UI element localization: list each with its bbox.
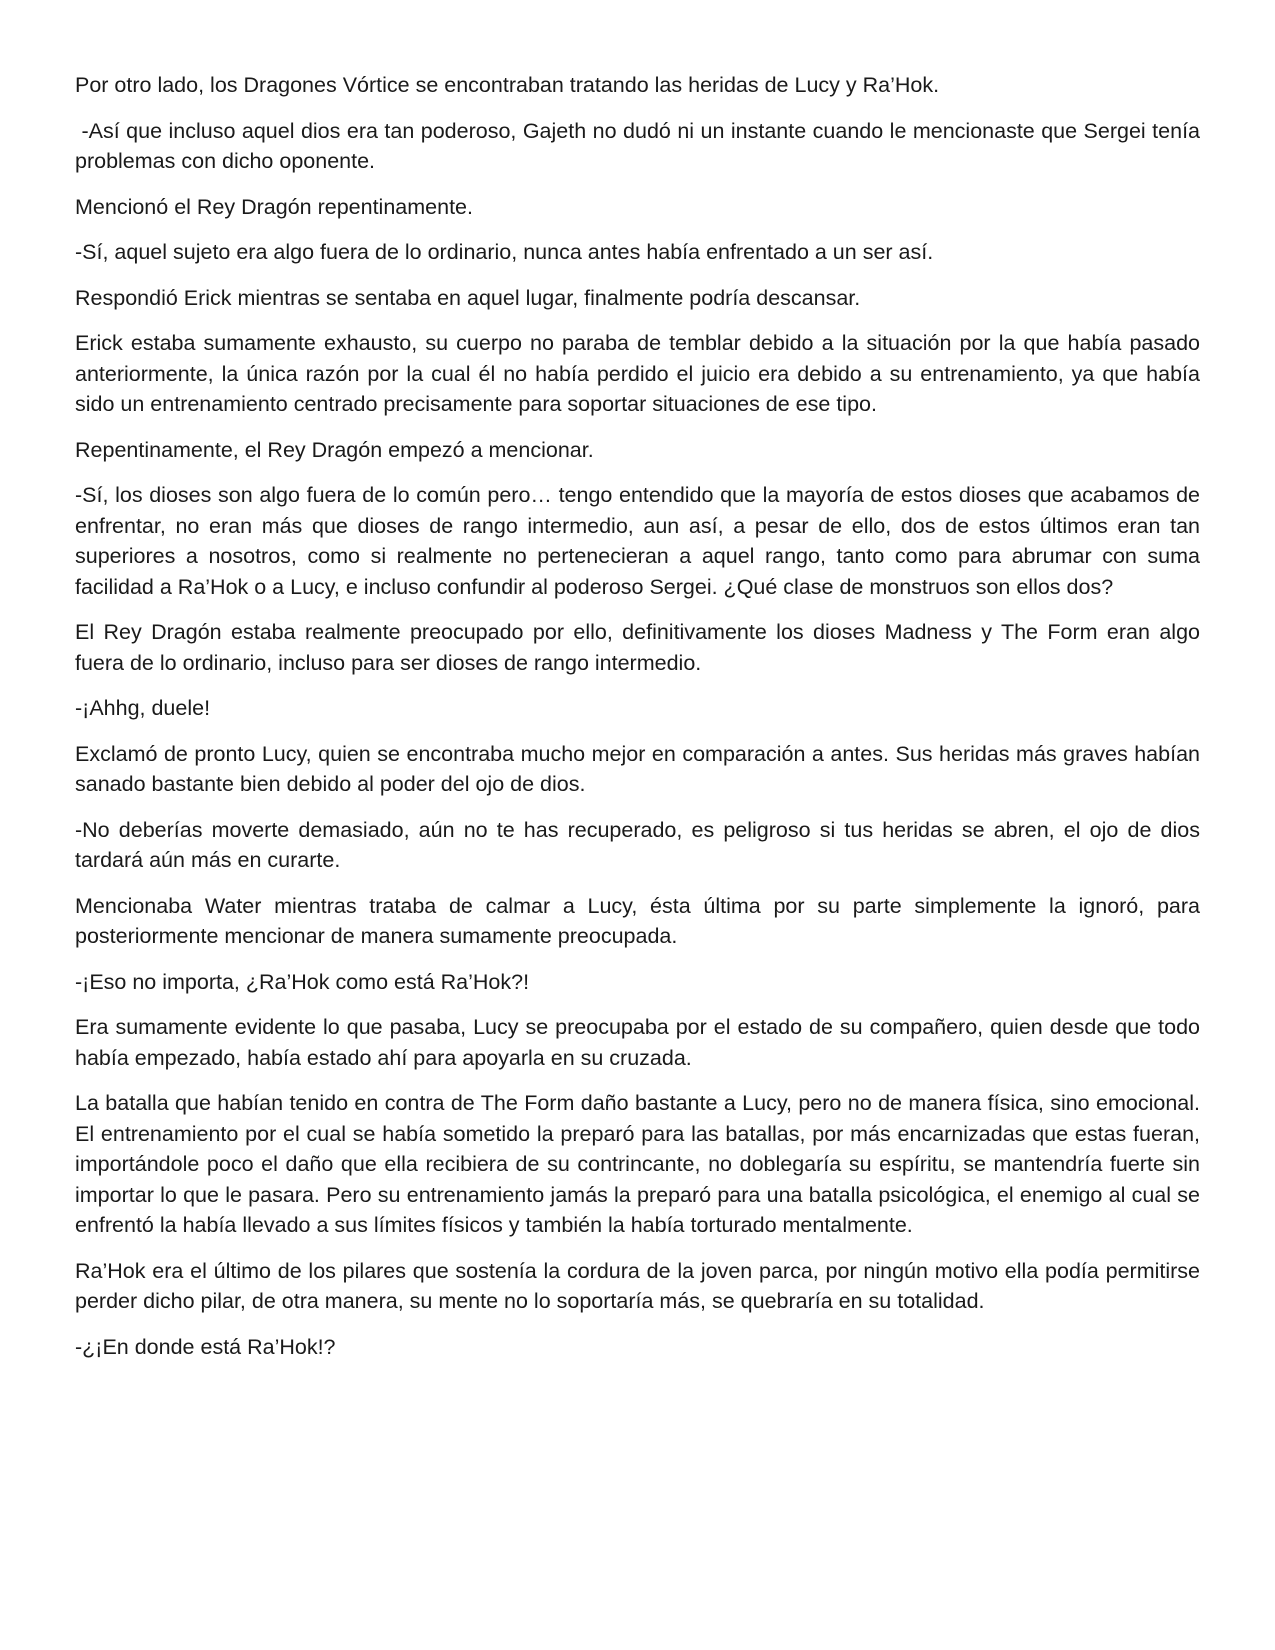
paragraph-11: Exclamó de pronto Lucy, quien se encontraba mucho mejor en comparación a antes. Sus heridas más graves habían sanado bastante bien debido al poder del ojo de dios. [75,741,1200,796]
paragraph-5: Respondió Erick mientras se sentaba en aquel lugar, finalmente podría descansar. [75,285,861,310]
paragraph-17: Ra’Hok era el último de los pilares que sostenía la cordura de la joven parca, por ningún motivo ella podía permitirse perder dicho pilar, de otra manera, su mente no lo soportaría más, se quebraría en su totalidad. [75,1258,1200,1313]
paragraph-18: -¿¡En donde está Ra’Hok!? [75,1334,336,1359]
paragraph-3: Mencionó el Rey Dragón repentinamente. [75,194,473,219]
paragraph-2: -Así que incluso aquel dios era tan poderoso, Gajeth no dudó ni un instante cuando le mencionaste que Sergei tenía problemas con dicho oponente. [75,118,1206,173]
paragraph-6: Erick estaba sumamente exhausto, su cuerpo no paraba de temblar debido a la situación por la que había pasado anteriormente, la única razón por la cual él no había perdido el juicio era debido a su entrenamiento, ya que había sido un entrenamiento centrado precisamente para soportar situaciones de ese tipo. [75,331,1200,416]
paragraph-7: Repentinamente, el Rey Dragón empezó a mencionar. [75,437,594,462]
paragraph-12: -No deberías moverte demasiado, aún no te has recuperado, es peligroso si tus heridas se abren, el ojo de dios tardará aún más en curarte. [75,817,1200,872]
paragraph-9: El Rey Dragón estaba realmente preocupado por ello, definitivamente los dioses Madness y The Form eran algo fuera de lo ordinario, incluso para ser dioses de rango intermedio. [75,620,1200,675]
paragraph-1: Por otro lado, los Dragones Vórtice se encontraban tratando las heridas de Lucy y Ra’Hok. [75,73,940,97]
paragraph-13: Mencionaba Water mientras trataba de calmar a Lucy, ésta última por su parte simplemente la ignoró, para posteriormente mencionar de manera sumamente preocupada. [75,893,1200,948]
paragraph-10: -¡Ahhg, duele! [75,696,211,720]
paragraph-15: Era sumamente evidente lo que pasaba, Lucy se preocupaba por el estado de su compañero, quien desde que todo había empezado, había estado ahí para apoyarla en su cruzada. [75,1015,1200,1070]
paragraph-14: -¡Eso no importa, ¿Ra’Hok como está Ra’Hok?! [75,969,530,994]
paragraph-16: La batalla que habían tenido en contra de The Form daño bastante a Lucy, pero no de manera física, sino emocional. El entrenamiento por el cual se había sometido la preparó para las batallas, por más encarnizadas que estas fueran, importándole poco el daño que ella recibiera de su contrincante, no doblegaría su espíritu, se mantendría fuerte sin importar lo que le pasara. Pero su entrenamiento jamás la preparó para una batalla psicológica, el enemigo al cual se enfrentó la había llevado a sus límites físicos y también la había torturado mentalmente. [75,1091,1200,1237]
paragraph-8: -Sí, los dioses son algo fuera de lo común pero… tengo entendido que la mayoría de estos dioses que acabamos de enfrentar, no eran más que dioses de rango intermedio, aun así, a pesar de ello, dos de estos últimos eran tan superiores a nosotros, como si realmente no pertenecieran a aquel rango, tanto como para abrumar con suma facilidad a Ra’Hok o a Lucy, e incluso confundir al poderoso Sergei. ¿Qué clase de monstruos son ellos dos? [75,483,1200,599]
paragraph-4: -Sí, aquel sujeto era algo fuera de lo ordinario, nunca antes había enfrentado a un ser así. [75,240,934,264]
